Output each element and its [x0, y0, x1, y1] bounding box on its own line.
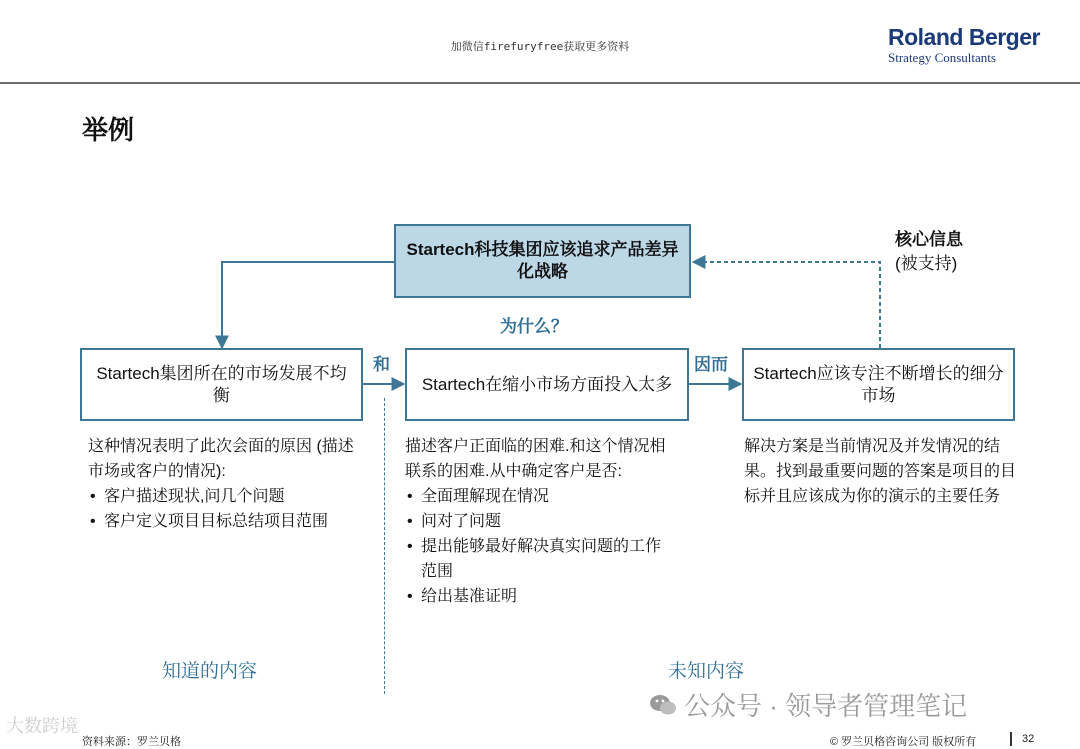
column-complication-bullets: [405, 484, 675, 609]
footer-separator: [1010, 732, 1012, 746]
footer-copyright: © 罗兰贝格咨询公司 版权所有: [830, 736, 977, 748]
core-message-label: [895, 228, 963, 276]
column-situation-bullets: [88, 484, 368, 534]
list-item: • 客户描述现状,问几个问题: [88, 484, 368, 509]
column-resolution-intro: 解决方案是当前情况及并发情况的结果。找到最重要问题的答案是项目的目标并且应该成为你的演示的主要任务: [744, 438, 1017, 505]
arrow-box3-to-core: [693, 262, 880, 348]
unknown-label: 未知内容: [668, 661, 745, 682]
logo-line2: Strategy Consultants: [888, 50, 996, 65]
resolution-box: Startech应该专注不断增长的细分市场: [742, 348, 1015, 421]
logo-line1: Roland Berger: [888, 24, 1040, 50]
complication-box: Startech在缩小市场方面投入太多: [405, 348, 689, 421]
page-number: 32: [1022, 733, 1035, 745]
core-label-line1: 核心信息: [895, 230, 963, 249]
page-title: 举例: [82, 115, 135, 145]
connector-therefore-label: 因而: [694, 355, 728, 374]
arrow-core-to-box1: [222, 262, 394, 348]
wechat-watermark-text: 公众号 · 领导者管理笔记: [684, 691, 968, 721]
column-resolution-text: [744, 434, 1019, 509]
column-situation-intro: 这种情况表明了此次会面的原因 (描述市场或客户的情况):: [88, 438, 354, 480]
wechat-icon: [648, 690, 678, 720]
column-complication-text: [405, 434, 675, 609]
situation-box: Startech集团所在的市场发展不均衡: [80, 348, 363, 421]
list-item: • 全面理解现在情况: [405, 484, 675, 509]
core-label-line2: (被支持): [895, 254, 958, 273]
footer-source: 资料来源：罗兰贝格: [82, 736, 181, 748]
wechat-watermark: [648, 686, 967, 723]
list-item: • 给出基准证明: [405, 584, 675, 609]
header-note: 加微信firefuryfree获取更多资料: [450, 40, 630, 53]
list-item: • 问对了问题: [405, 509, 675, 534]
corner-watermark: 大数跨境: [6, 716, 78, 736]
list-item: • 客户定义项目目标总结项目范围: [88, 509, 368, 534]
column-complication-intro: 描述客户正面临的困难.和这个情况相联系的困难.从中确定客户是否:: [405, 438, 666, 480]
column-situation-text: [88, 434, 368, 534]
list-item: • 提出能够最好解决真实问题的工作范围: [405, 534, 675, 584]
known-label: 知道的内容: [162, 661, 258, 682]
known-unknown-divider: [384, 398, 385, 694]
core-message-box: Startech科技集团应该追求产品差异化战略: [394, 224, 691, 298]
connector-and-label: 和: [373, 355, 390, 374]
why-label: 为什么？: [500, 317, 568, 336]
